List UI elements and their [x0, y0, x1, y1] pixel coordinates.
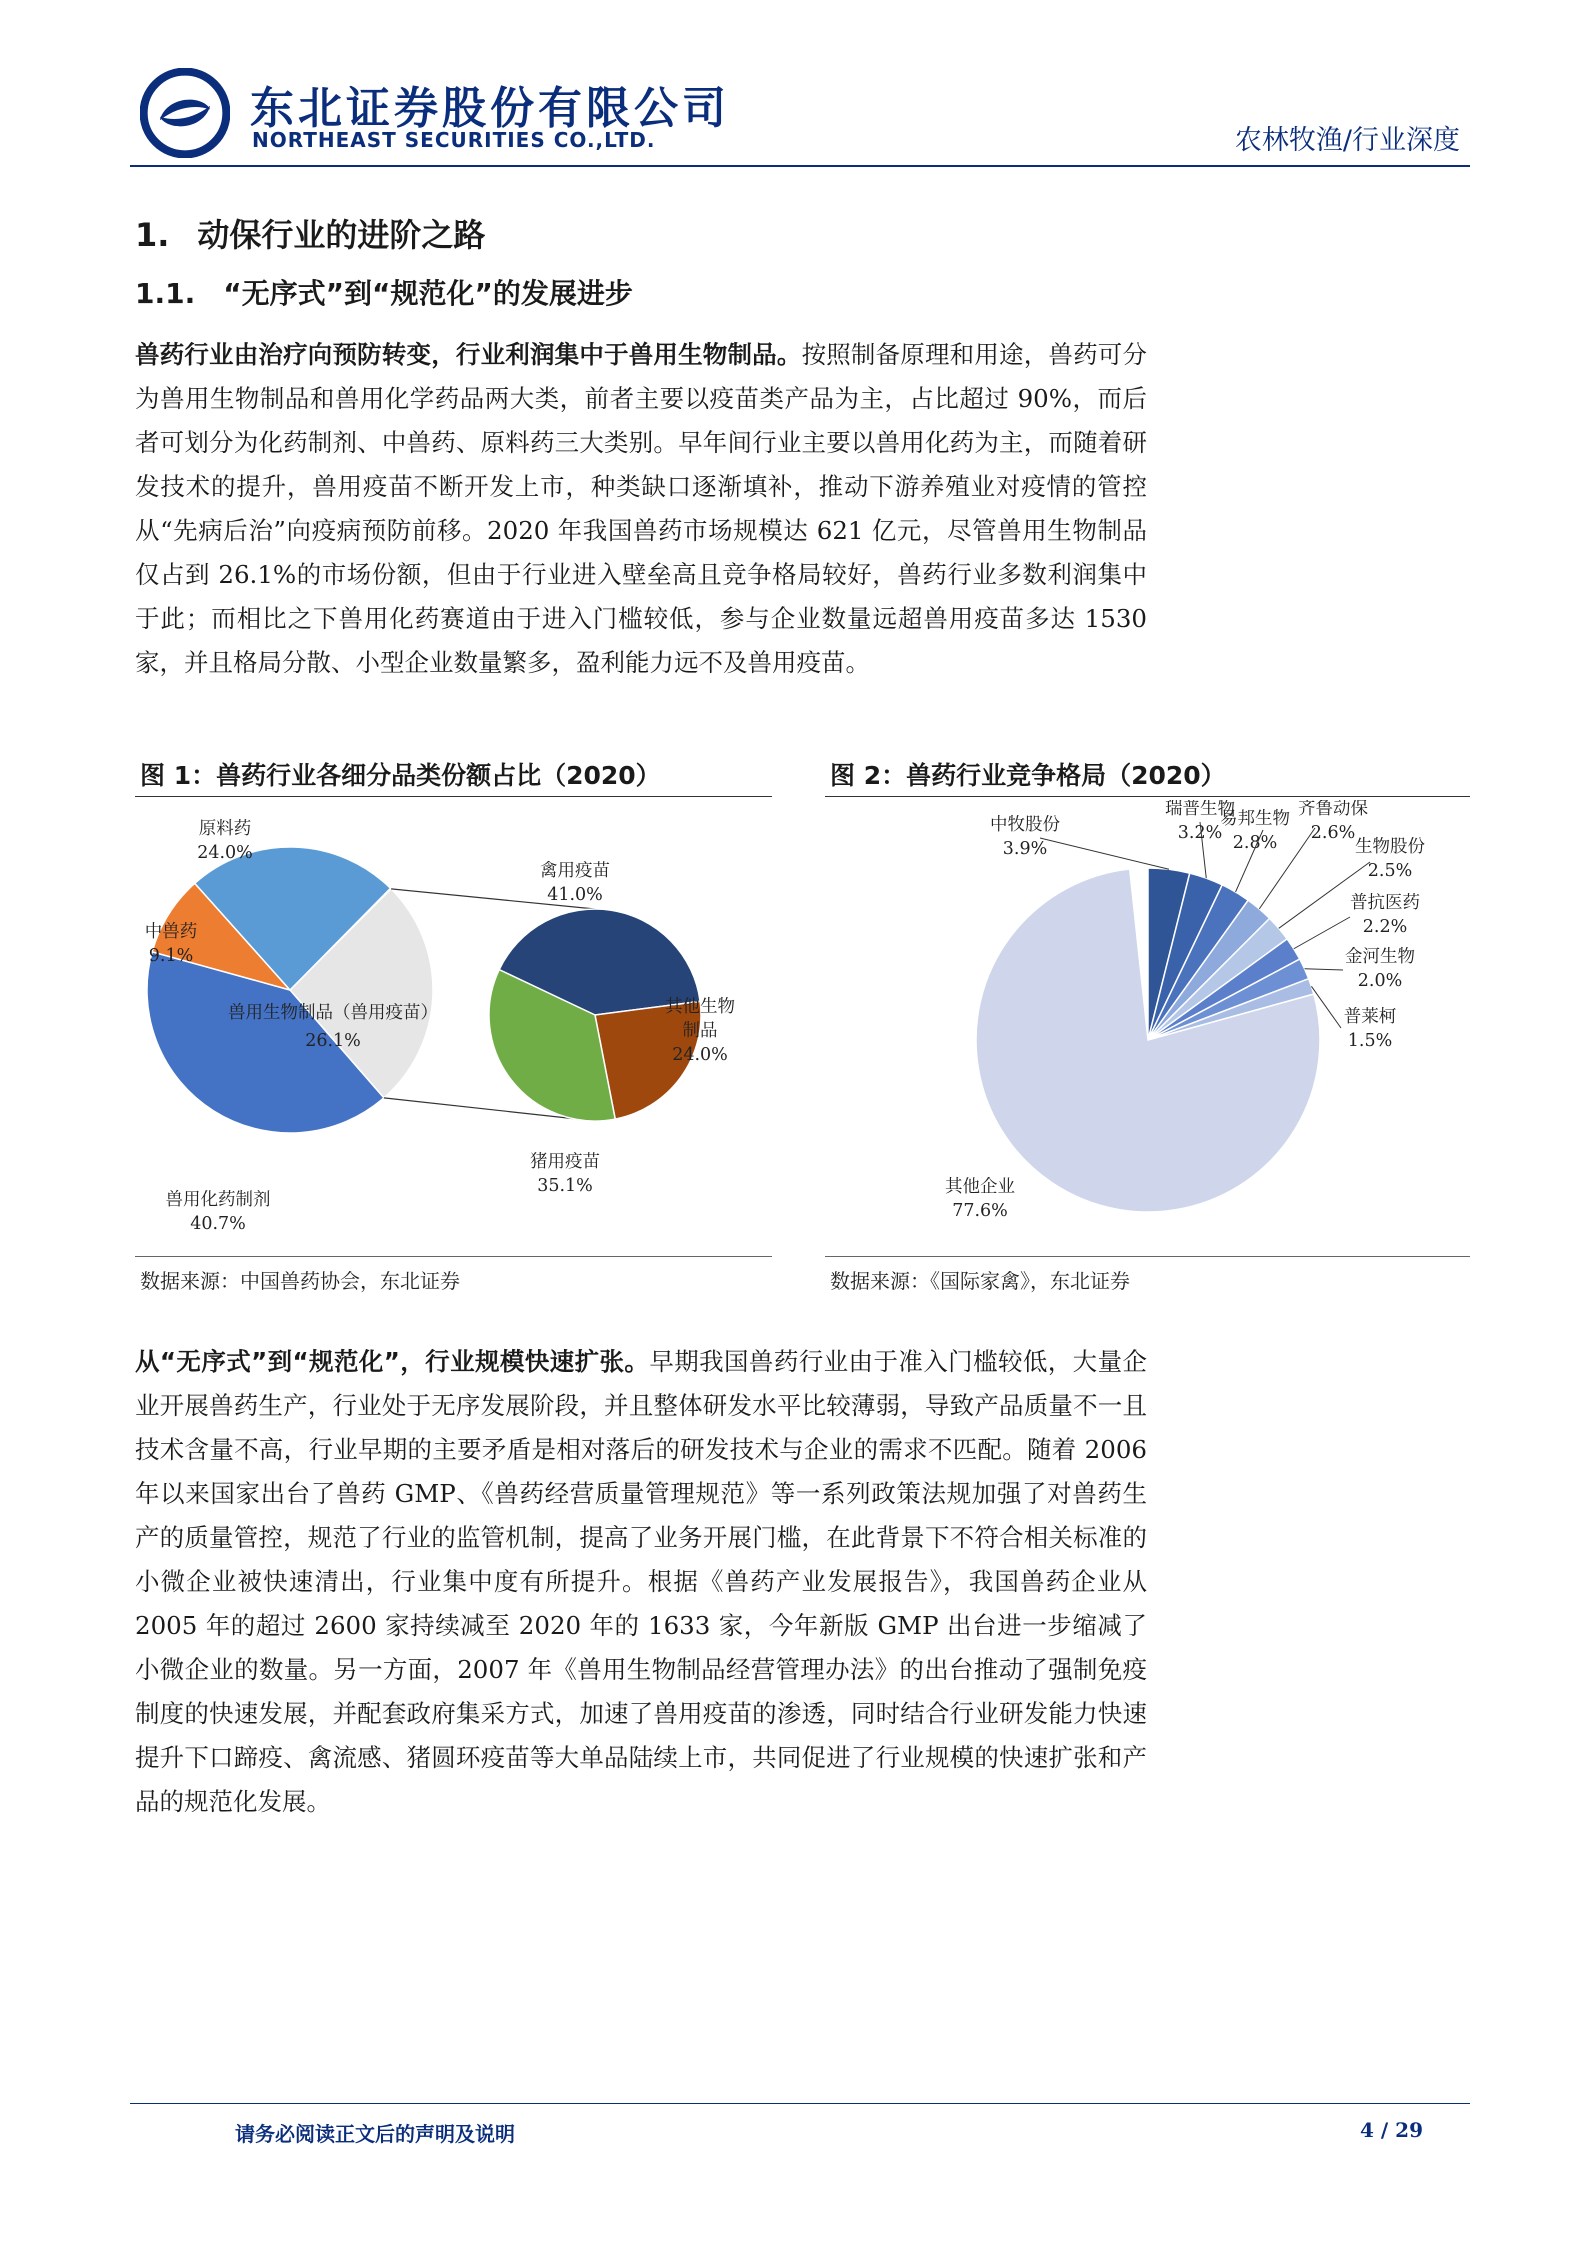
label-other-bio-name-2: 制品 [682, 1021, 718, 1041]
page-number: 4 / 29 [1360, 2118, 1423, 2142]
header-divider [130, 165, 1470, 167]
label-competitor-name-8: 其他企业 [945, 1177, 1015, 1197]
label-competitor-name-1: 瑞普生物 [1165, 800, 1235, 819]
figure-1-source: 数据来源：中国兽药协会，东北证券 [140, 1269, 460, 1293]
label-competitor-value-0: 3.9% [1002, 839, 1048, 859]
label-swine-vaccine-value: 35.1% [537, 1176, 593, 1196]
figure-2-chart [825, 800, 1470, 1250]
paragraph-1 [135, 333, 1147, 685]
figure-2-bottom-rule [825, 1256, 1470, 1257]
paragraph-1-body: 按照制备原理和用途，兽药可分为兽用生物制品和兽用化学药品两大类，前者主要以疫苗类产品为主，占比超过 90%，而后者可划分为化药制剂、中兽药、原料药三大类别。早年间行业主要以兽用化药为主，而随着研发技术的提升，兽用疫苗不断开发上市，种类缺口逐渐填补，推动下游养殖业对疫情的管控从“先病后治”向疫病预防前移。2020 年我国兽药市场规模达 621 亿元，尽管兽用生物制品仅占到 26.1%的市场份额，但由于行业进入壁垒高且竞争格局较好，兽药行业多数利润集中于此；而相比之下兽用化药赛道由于进入门槛较低，参与企业数量远超兽用疫苗多达 1530 家，并且格局分散、小型企业数量繁多，盈利能力远不及兽用疫苗。 [135, 340, 1147, 677]
label-competitor-name-3: 齐鲁动保 [1298, 800, 1368, 819]
label-competitor-name-0: 中牧股份 [990, 815, 1060, 835]
subsection-heading [135, 272, 633, 312]
subsection-title: “无序式”到“规范化”的发展进步 [223, 277, 633, 310]
label-competitor-name-5: 普抗医药 [1350, 893, 1420, 913]
label-herbal-value: 9.1% [148, 946, 194, 966]
label-poultry-vaccine-value: 41.0% [547, 885, 603, 905]
label-poultry-vaccine-name: 禽用疫苗 [540, 861, 610, 881]
leader-line-0 [1040, 838, 1169, 869]
figure-1-chart [135, 800, 775, 1250]
company-name-cn: 东北证券股份有限公司 [250, 83, 730, 134]
label-competitor-name-6: 金河生物 [1345, 947, 1415, 967]
leader-line-5 [1294, 917, 1350, 949]
report-category: 农林牧渔/行业深度 [1234, 125, 1460, 156]
section-title: 动保行业的进阶之路 [197, 216, 486, 254]
figure-1-title: 图 1：兽药行业各细分品类份额占比（2020） [140, 761, 661, 790]
label-competitor-value-3: 2.6% [1310, 823, 1356, 843]
label-competitor-name-2: 易邦生物 [1220, 809, 1290, 829]
figure-1-top-rule [135, 796, 772, 797]
label-raw-materials-name: 原料药 [198, 819, 252, 839]
label-competitor-value-7: 1.5% [1347, 1031, 1393, 1051]
label-other-bio-name-1: 其他生物 [665, 997, 735, 1017]
label-other-bio-value: 24.0% [672, 1045, 728, 1065]
paragraph-2 [135, 1340, 1147, 1824]
footer-divider [130, 2103, 1470, 2104]
subsection-number: 1.1. [135, 277, 196, 310]
page-header [130, 60, 1470, 160]
label-swine-vaccine-name: 猪用疫苗 [530, 1152, 600, 1172]
footer-notice: 请务必阅读正文后的声明及说明 [235, 2122, 515, 2146]
paragraph-2-body: 早期我国兽药行业由于准入门槛较低，大量企业开展兽药生产，行业处于无序发展阶段，并且整体研发水平比较薄弱，导致产品质量不一且技术含量不高，行业早期的主要矛盾是相对落后的研发技术与企业的需求不匹配。随着 2006 年以来国家出台了兽药 GMP、《兽药经营质量管理规范》等一系列政策法规加强了对兽药生产的质量管控，规范了行业的监管机制，提高了业务开展门槛，在此背景下不符合相关标准的小微企业被快速清出，行业集中度有所提升。根据《兽药产业发展报告》，我国兽药企业从 2005 年的超过 2600 家持续减至 2020 年的 1633 家，今年新版 GMP 出台进一步缩减了小微企业的数量。另一方面，2007 年《兽用生物制品经营管理办法》的出台推动了强制免疫制度的快速发展，并配套政府集采方式，加速了兽用疫苗的渗透，同时结合行业研发能力快速提升下口蹄疫、禽流感、猪圆环疫苗等大单品陆续上市，共同促进了行业规模的快速扩张和产品的规范化发展。 [135, 1347, 1147, 1816]
label-competitor-value-8: 77.6% [952, 1201, 1008, 1221]
label-competitor-value-4: 2.5% [1367, 861, 1413, 881]
figure-2-top-rule [825, 796, 1470, 797]
label-competitor-name-4: 生物股份 [1355, 837, 1425, 857]
label-chem-name: 兽用化药制剂 [165, 1190, 271, 1210]
company-name-en: NORTHEAST SECURITIES CO.,LTD. [252, 128, 656, 152]
label-competitor-value-1: 3.2% [1177, 823, 1223, 843]
label-competitor-value-5: 2.2% [1362, 917, 1408, 937]
label-competitor-value-2: 2.8% [1232, 833, 1278, 853]
section-heading [135, 210, 485, 256]
label-competitor-name-7: 普莱柯 [1343, 1007, 1397, 1027]
figure-2-title: 图 2：兽药行业竞争格局（2020） [830, 761, 1226, 790]
section-number: 1. [135, 216, 170, 254]
label-raw-materials-value: 24.0% [197, 843, 253, 863]
figure-1-bottom-rule [135, 1256, 772, 1257]
label-bio-value: 26.1% [305, 1031, 361, 1051]
label-herbal-name: 中兽药 [144, 922, 198, 942]
label-chem-value: 40.7% [190, 1214, 246, 1234]
label-bio-name: 兽用生物制品（兽用疫苗） [228, 1003, 438, 1023]
leader-line-6 [1305, 969, 1343, 970]
label-competitor-value-6: 2.0% [1357, 971, 1403, 991]
northeast-securities-logo-icon [140, 68, 230, 158]
paragraph-2-lead: 从“无序式”到“规范化”，行业规模快速扩张。 [135, 1347, 650, 1376]
figure-2-source: 数据来源：《国际家禽》，东北证券 [830, 1269, 1130, 1293]
paragraph-1-lead: 兽药行业由治疗向预防转变，行业利润集中于兽用生物制品。 [135, 340, 802, 369]
